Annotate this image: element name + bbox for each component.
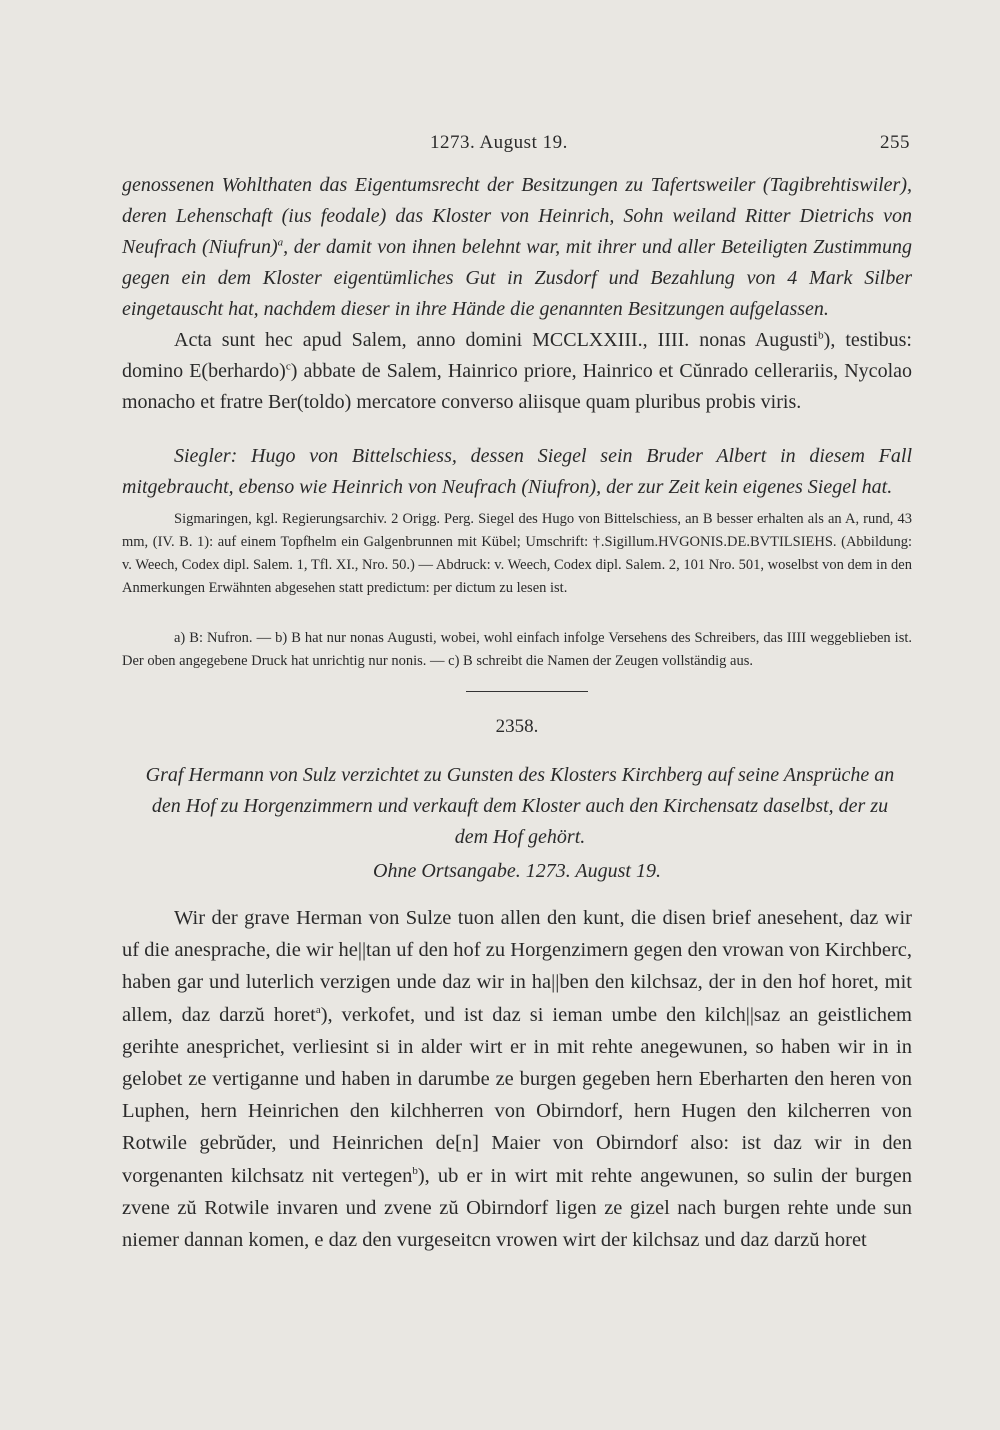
page-number: 255 (880, 132, 910, 153)
footnote-marker: c (285, 360, 291, 373)
source-note (122, 508, 912, 600)
variant-notes-text: a) B: Nufron. — b) B hat nur nonas Augusti, wobei, wohl einfach infolge Versehens des Schreibers, das IIII weggeblieben ist. Der oben angegebene Druck hat unrichtig nur nonis. — c) B schreibt die Namen der Zeugen vollständig aus. (122, 630, 912, 669)
charter-text-1: Wir der grave Herman von Sulze tuon allen den kunt, die disen brief anesehent, daz wir uf die anesprache, die wir he||tan uf den hof zu Horgenzimern gegen den vrowan von Kirchberc, haben gar und luterlich verzigen unde daz wir in ha||ben den kilchsaz, der in den hof horet, mit allem, daz darzŭ horet (122, 907, 912, 1026)
charter-text-3: ), ub er in wirt mit rehte angewunen, so sulin der burgen zvene zŭ Rotwile invaren und zvene zŭ Obirndorf ligen ze gizel nach burgen rehte unde sun niemer dannan komen, e daz den vurgeseitcn vrowen wirt der kilchsaz und daz darzŭ horet (122, 1164, 912, 1252)
charter-text-2: ), verkofet, und ist daz si ieman umbe den kilch||saz an geistlichem gerihte anesprichet, verliesint si in alder wirt er in mit rehte anegewunen, so haben wir in in gelobet ze vertiganne und haben in darumbe ze burgen gegeben hern Eberharten den heren von Luphen, hern Heinrichen den kilchherren von Obirndorf, hern Hugen den kilcherren von Rotwile gebrŭder, und Heinrichen de[n] Maier von Obirndorf also: ist daz wir in den vorgenanten kilchsatz nit vertegen (122, 1003, 912, 1187)
acta-text-3: ) abbate de Salem, Hainrico priore, Hainrico et Cŭnrado cellerariis, Nycolao monacho et fratre Ber(toldo) mercatore converso aliisque quam pluribus probis viris. (122, 360, 912, 413)
section-divider (466, 691, 588, 692)
regest-continuation (122, 170, 912, 325)
source-note-text: Sigmaringen, kgl. Regierungsarchiv. 2 Origg. Perg. Siegel des Hugo von Bittelschiess, an B besser erhalten als an A, rund, 43 mm, (IV. B. 1): auf einem Topfhelm ein Galgenbrunnen mit Kübel; Umschrift: †.Sigillum.HVGONIS.DE.BVTILSIEHS. (Abbildung: v. Weech, Codex dipl. Salem. 1, Tfl. XI., Nro. 50.) — Abdruck: v. Weech, Codex dipl. Salem. 2, 101 Nro. 501, woselbst von dem in den Anmerkungen Erwähnten abgesehen statt predictum: per dictum zu lesen ist. (122, 511, 912, 596)
regest-text-tail: , der damit von ihnen belehnt war, mit ihrer und aller Beteiligten Zustimmung gegen ein dem Kloster eigentümliches Gut in Zusdorf und Bezahlung von 4 Mark Silber eingetauscht hat, nachdem dieser in ihre Hände die genannten Besitzungen aufgelassen. (122, 236, 912, 320)
siegler-paragraph (122, 441, 912, 503)
place-date: Ohne Ortsangabe. 1273. August 19. (373, 860, 661, 882)
regest-heading: Graf Hermann von Sulz verzichtet zu Gunsten des Klosters Kirchberg auf seine Ansprüche an den Hof zu Horgenzimmern und verkauft dem Kloster auch den Kirchensatz daselbst, der zu dem Hof gehört. (145, 764, 895, 848)
siegler-text: Siegler: Hugo von Bittelschiess, dessen Siegel sein Bruder Albert in diesem Fall mitgebraucht, ebenso wie Heinrich von Neufrach (Niufron), der zur Zeit kein eigenes Siegel hat. (122, 445, 912, 498)
footnote-marker: a (315, 1003, 321, 1016)
footnote-marker: b (412, 1164, 418, 1177)
acta-paragraph (122, 325, 912, 418)
running-header (130, 132, 910, 156)
regest-paragraph (122, 170, 912, 325)
variant-notes (122, 627, 912, 673)
charter-text (122, 902, 912, 1256)
acta-text-2: ), testibus: domino E(berhardo) (122, 329, 912, 382)
entry-number: 2358. (495, 716, 539, 737)
header-date: 1273. August 19. (430, 132, 568, 153)
footnote-marker: b (818, 329, 824, 342)
regest-text: genossenen Wohlthaten das Eigentumsrecht der Besitzungen zu Tafertsweiler (Tagibrehtiswiler), deren Lehenschaft (ius feodale) das Kloster von Heinrich, Sohn weiland Ritter Dietrichs von Neufrach (Niufrun) (122, 174, 912, 258)
footnote-marker: a (277, 236, 284, 249)
acta-text-1: Acta sunt hec apud Salem, anno domini MCCLXXIII., IIII. nonas Augusti (174, 329, 819, 351)
